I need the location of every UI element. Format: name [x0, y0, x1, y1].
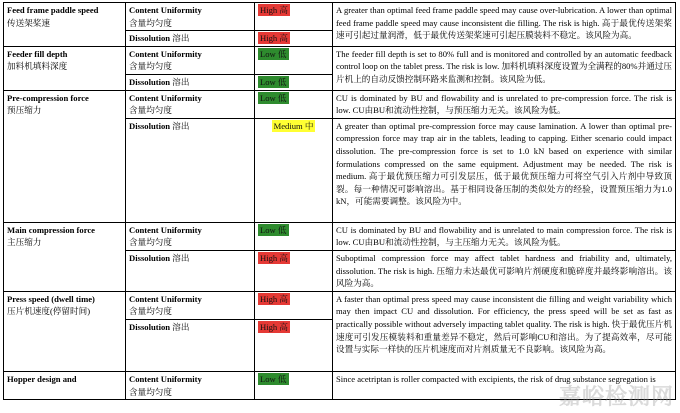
- attribute-cell: [126, 222, 255, 250]
- risk-level-cell: [255, 250, 333, 291]
- table-row: [4, 222, 676, 250]
- justification-cell: A greater than optimal feed frame paddle speed may cause over-lubrication. A lower than optimal feed frame paddle speed may cause inconsistent die filling. The risk is high. 高于最优传送架桨速可引起过量润滑，低于最优传送架桨速可引起压膜装料不稳定。该风险为高。: [333, 3, 676, 47]
- attribute-name-zh: 含量均匀度: [129, 105, 172, 116]
- risk-level-cell: [255, 31, 333, 47]
- parameter-name-zh: 压片机速度(停留时间): [7, 306, 91, 317]
- justification-cell: Suboptimal compression force may affect tablet hardness and friability and, ultimately, dissolution. The risk is high. 压缩力未达最优可影响片剂硬度和脆碎度并最终影响溶出。该风险为高。: [333, 250, 676, 291]
- table-row: [4, 46, 676, 74]
- attribute-name-en: Content Uniformity: [129, 293, 202, 304]
- attribute-name-en: Dissolution: [129, 120, 171, 131]
- risk-level-badge: High 高: [260, 33, 288, 44]
- attribute-name-zh: 溶出: [172, 33, 190, 44]
- attribute-cell: [126, 291, 255, 319]
- risk-level-badge: Low 低: [260, 76, 287, 87]
- attribute-name-zh: 溶出: [172, 120, 190, 131]
- risk-assessment-table: [3, 2, 676, 400]
- risk-level-cell: [255, 371, 333, 399]
- risk-level-badge: High 高: [260, 293, 288, 304]
- attribute-name-zh: 溶出: [172, 76, 190, 87]
- parameter-name-en: Pre-compression force: [7, 92, 89, 103]
- table-row: [4, 3, 676, 31]
- attribute-cell: [126, 74, 255, 90]
- attribute-name-en: Content Uniformity: [129, 373, 202, 384]
- attribute-name-zh: 溶出: [172, 321, 190, 332]
- attribute-cell: [126, 46, 255, 74]
- risk-level-badge: Low 低: [260, 373, 287, 384]
- attribute-name-en: Content Uniformity: [129, 224, 202, 235]
- parameter-name-en: Press speed (dwell time): [7, 293, 95, 304]
- risk-level-cell: [255, 90, 333, 118]
- attribute-name-zh: 含量均匀度: [129, 237, 172, 248]
- parameter-cell: [4, 222, 126, 291]
- attribute-name-zh: 含量均匀度: [129, 306, 172, 317]
- table-row: [4, 291, 676, 319]
- risk-level-badge: Low 低: [260, 48, 287, 59]
- justification-cell: CU is dominated by BU and flowability and is unrelated to main compression force. The risk is low. CU由BU和流动性控制，与主压缩力无关。该风险为低。: [333, 222, 676, 250]
- risk-level-badge: High 高: [260, 252, 288, 263]
- justification-cell: The feeder fill depth is set to 80% full and is monitored and controlled by an automatic feedback control loop on the tablet press. The risk is low. 加料机填料深度设置为全满程的80%并通过压片机上的自动反馈控制环路来监测和控制。该风险为低。: [333, 46, 676, 90]
- justification-cell: Since acetriptan is roller compacted with excipients, the risk of drug substance segregation is: [333, 371, 676, 399]
- parameter-name-zh: 预压缩力: [7, 105, 42, 116]
- risk-level-cell: [255, 118, 333, 222]
- parameter-name-zh: 传送架桨速: [7, 17, 50, 28]
- attribute-name-en: Content Uniformity: [129, 5, 202, 15]
- parameter-cell: [4, 3, 126, 47]
- justification-cell: CU is dominated by BU and flowability and is unrelated to pre-compression force. The risk is low. CU由BU和流动性控制，与预压缩力无关。该风险为低。: [333, 90, 676, 118]
- parameter-cell: [4, 90, 126, 222]
- attribute-cell: [126, 3, 255, 31]
- attribute-name-en: Content Uniformity: [129, 92, 202, 103]
- attribute-name-en: Dissolution: [129, 33, 171, 44]
- attribute-name-zh: 含量均匀度: [129, 386, 172, 397]
- justification-cell: A greater than optimal pre-compression force may cause lamination. A lower than optimal pre-compression force may trap air in the tablets, leading to capping. Either scenario could impact dissolution. The pre-compression force is set to 1.0 kN based on experience with similar formulations compressed on the same equipment. Adjustment may be needed. The risk is medium. 高于最优预压缩力可引发层压，低于最优预压缩力可将空气引入片剂中导致顶裂。每一种情况可影响溶出。基于相同设备压制的类似处方的经验，设置预压缩力为1.0 kN，可能需要调整。该风险为中。: [333, 118, 676, 222]
- attribute-name-zh: 含量均匀度: [129, 17, 172, 28]
- attribute-name-zh: 含量均匀度: [129, 61, 172, 72]
- justification-cell: A faster than optimal press speed may cause inconsistent die filling and weight variability which may then impact CU and dissolution. For efficiency, the press speed will be set as fast as practically possible without adversely impacting tablet quality. The risk is high. 快于最优压片机速度可引发压模装料和重量差异不稳定，然后可影响CU和溶出。为了提高效率，尽可能设置与实际一样快的压片机速度而对片剂质量无不良影响。该风险为高。: [333, 291, 676, 371]
- attribute-cell: [126, 250, 255, 291]
- risk-level-cell: [255, 46, 333, 74]
- attribute-cell: [126, 31, 255, 47]
- risk-level-badge: Medium 中: [273, 120, 314, 131]
- risk-level-cell: [255, 291, 333, 319]
- parameter-cell: [4, 46, 126, 90]
- attribute-name-en: Dissolution: [129, 76, 171, 87]
- risk-level-cell: [255, 319, 333, 371]
- parameter-name-zh: 主压缩力: [7, 237, 42, 248]
- attribute-name-en: Dissolution: [129, 252, 171, 263]
- attribute-cell: [126, 319, 255, 371]
- risk-level-cell: [255, 74, 333, 90]
- risk-level-badge: High 高: [260, 5, 288, 15]
- table-row: [4, 90, 676, 118]
- attribute-name-zh: 溶出: [172, 252, 190, 263]
- risk-level-badge: Low 低: [260, 92, 287, 103]
- parameter-name-zh: 加料机填料深度: [7, 61, 68, 72]
- attribute-cell: [126, 371, 255, 399]
- parameter-name-en: Main compression force: [7, 224, 95, 235]
- attribute-name-en: Dissolution: [129, 321, 171, 332]
- parameter-name-en: Hopper design and: [7, 373, 77, 384]
- parameter-name-en: Feeder fill depth: [7, 48, 68, 59]
- risk-level-cell: [255, 222, 333, 250]
- parameter-cell: [4, 371, 126, 399]
- watermark: 嘉峪检测网: [558, 385, 674, 410]
- attribute-cell: [126, 118, 255, 222]
- attribute-name-en: Content Uniformity: [129, 48, 202, 59]
- attribute-cell: [126, 90, 255, 118]
- risk-level-badge: Low 低: [260, 224, 287, 235]
- risk-level-badge: High 高: [260, 321, 288, 332]
- risk-level-cell: [255, 3, 333, 31]
- parameter-cell: [4, 291, 126, 371]
- parameter-name-en: Feed frame paddle speed: [7, 5, 99, 15]
